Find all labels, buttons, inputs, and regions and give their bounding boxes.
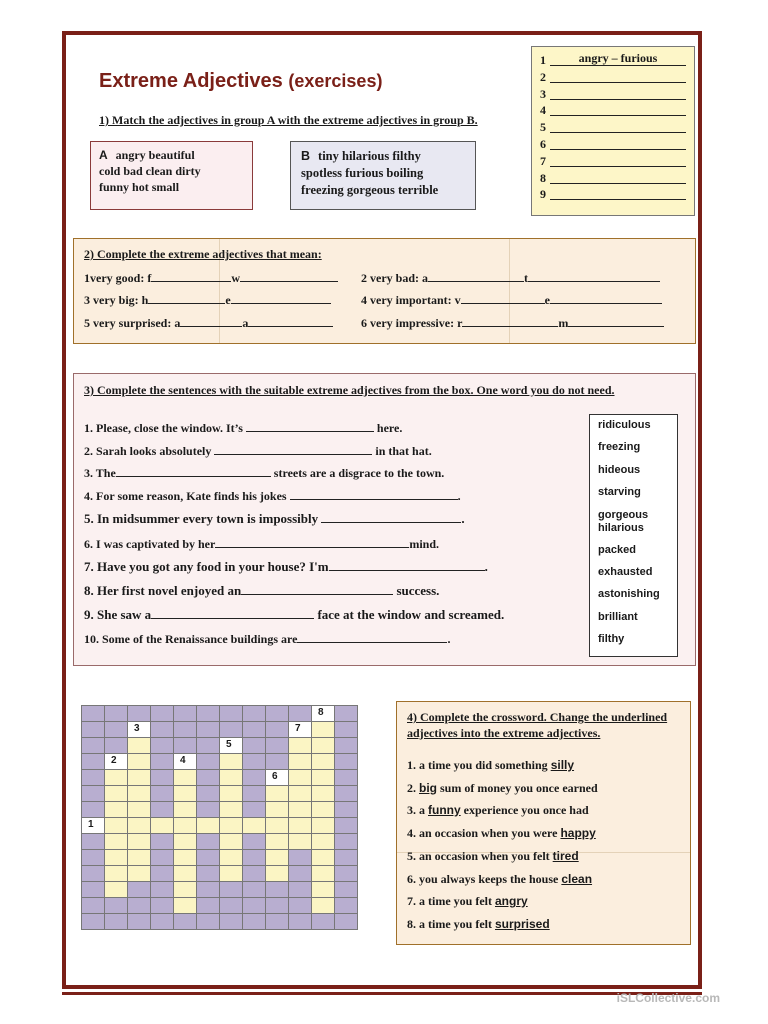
sentence — [84, 443, 432, 459]
group-a-line: funny hot small — [99, 180, 180, 194]
sentence — [84, 583, 439, 599]
word-box — [589, 414, 678, 657]
answer-blank[interactable]: angry – furious — [550, 52, 686, 66]
group-b-box — [290, 141, 476, 210]
word-box-item: hilarious — [598, 521, 644, 534]
crossword-cell[interactable] — [82, 818, 105, 834]
clue-keyword: tired — [552, 849, 579, 863]
group-b-line: freezing gorgeous terrible — [301, 183, 439, 197]
grid-number: 8 — [318, 707, 324, 718]
exercise4-box — [396, 701, 691, 945]
item-second-letter: w — [231, 271, 240, 285]
crossword-clue — [407, 781, 598, 796]
exercise4-instruction: 4) Complete the crossword. Change the underlined adjectives into the extreme adjectives. — [407, 710, 668, 740]
blank-line[interactable] — [290, 488, 458, 500]
bottom-divider — [62, 992, 702, 995]
blank-line[interactable] — [248, 315, 333, 327]
answer-row — [540, 86, 686, 103]
word-box-item: hideous — [598, 463, 641, 476]
crossword-cell[interactable] — [266, 770, 289, 786]
crossword-clue — [407, 803, 589, 818]
word-box-item: filthy — [598, 633, 625, 646]
title-main: Extreme Adjectives — [99, 70, 283, 92]
crossword-grid — [81, 705, 358, 930]
clue-text: 6. you always keeps the house — [407, 872, 559, 886]
blank-line[interactable] — [180, 315, 242, 327]
answer-blank[interactable] — [550, 136, 686, 150]
crossword-clue — [407, 849, 579, 864]
sentence-before: 2. Sarah looks absolutely — [84, 444, 212, 458]
group-a-line: cold bad clean dirty — [99, 164, 201, 178]
blank-line[interactable] — [550, 292, 662, 304]
sentence-before: 10. Some of the Renaissance buildings are — [84, 632, 298, 646]
answer-row — [540, 102, 686, 119]
group-b-line: tiny hilarious filthy — [318, 149, 421, 163]
exercise2-item — [84, 315, 333, 331]
crossword-cell[interactable] — [105, 754, 128, 770]
crossword-clue — [407, 894, 528, 909]
exercise2-item — [361, 270, 660, 286]
sentence-after: mind. — [409, 537, 440, 551]
blank-line[interactable] — [428, 270, 524, 282]
group-a-letter: A — [99, 148, 108, 162]
answer-blank[interactable] — [550, 119, 686, 133]
clue-text: 4. an occasion when you were — [407, 826, 558, 840]
sentence — [84, 420, 402, 436]
grid-number: 6 — [272, 771, 278, 782]
answer-row — [540, 52, 686, 69]
word-box-item: ridiculous — [598, 419, 651, 431]
item-second-letter: t — [524, 271, 528, 285]
answer-row — [540, 186, 686, 203]
word-box-item: starving — [598, 486, 641, 499]
item-second-letter: e — [225, 293, 231, 307]
sentence-after: in that hat. — [375, 444, 432, 458]
blank-line[interactable] — [321, 511, 461, 523]
blank-line[interactable] — [116, 465, 271, 477]
clue-keyword: angry — [494, 894, 528, 908]
item-prompt: 2 very bad: a — [361, 271, 428, 285]
clue-keyword: silly — [550, 758, 575, 772]
item-second-letter: e — [544, 293, 550, 307]
blank-line[interactable] — [462, 315, 558, 327]
answer-blank[interactable] — [550, 69, 686, 83]
sentence — [84, 511, 465, 527]
word-box-item: astonishing — [598, 588, 660, 601]
sentence-before: 3. The — [84, 466, 116, 480]
sentence-after: . — [457, 489, 461, 503]
crossword-clue — [407, 872, 592, 887]
grid-number: 7 — [295, 723, 301, 734]
word-box-item: packed — [598, 543, 636, 556]
grid-number: 1 — [88, 819, 94, 830]
blank-line[interactable] — [215, 536, 409, 548]
answer-number: 2 — [540, 69, 546, 84]
crossword-cell[interactable] — [289, 722, 312, 738]
item-second-letter: a — [242, 316, 249, 330]
sentence — [84, 559, 488, 575]
sentence-after: . — [461, 511, 465, 526]
sentence-after: face at the window and screamed. — [317, 607, 505, 622]
crossword-clue — [407, 826, 596, 841]
sentence — [84, 631, 450, 647]
group-b-line: spotless furious boiling — [301, 166, 424, 180]
blank-line[interactable] — [461, 292, 545, 304]
blank-line[interactable] — [148, 292, 225, 304]
matching-answer-box — [531, 46, 695, 216]
watermark: iSLCollective.com — [616, 991, 720, 1005]
answer-blank[interactable] — [550, 102, 686, 116]
crossword-cell[interactable] — [128, 722, 151, 738]
answer-row — [540, 69, 686, 86]
answer-number: 1 — [540, 53, 546, 67]
sentence-before: 7. Have you got any food in your house? I'm — [84, 559, 329, 574]
exercise2-box — [73, 238, 696, 344]
grid-number: 4 — [180, 755, 186, 766]
sentence — [84, 607, 504, 623]
item-prompt: 4 very important: v — [361, 293, 461, 307]
sentence-after: streets are a disgrace to the town. — [273, 466, 445, 480]
title-sub: (exercises) — [288, 71, 383, 91]
sentence-after: . — [484, 559, 488, 574]
crossword-clue — [407, 917, 550, 932]
crossword-cell[interactable] — [312, 706, 335, 722]
page-title — [99, 70, 382, 93]
sentence-before: 6. I was captivated by her — [84, 537, 216, 551]
group-a-box — [90, 141, 253, 210]
exercise3-instruction: 3) Complete the sentences with the suitable extreme adjectives from the box. One word you do not need. — [84, 383, 615, 397]
clue-text: sum of money you once earned — [440, 781, 598, 795]
sentence — [84, 465, 444, 481]
grid-number: 5 — [226, 739, 232, 750]
exercise2-instruction: 2) Complete the extreme adjectives that mean: — [84, 247, 322, 261]
clue-keyword: funny — [428, 803, 461, 817]
blank-line[interactable] — [214, 443, 372, 455]
answer-number: 7 — [540, 153, 546, 168]
exercise1-instruction: 1) Match the adjectives in group A with the extreme adjectives in group B. — [99, 113, 478, 127]
answer-number: 8 — [540, 170, 546, 185]
answer-row — [540, 170, 686, 187]
word-box-item: exhausted — [598, 565, 653, 578]
word-box-item: gorgeous — [598, 508, 649, 521]
sentence-after: here. — [376, 421, 403, 435]
answer-row — [540, 119, 686, 136]
blank-line[interactable] — [231, 292, 331, 304]
exercise2-item — [84, 292, 331, 308]
grid-number: 3 — [134, 723, 140, 734]
answer-number: 9 — [540, 187, 546, 202]
clue-text: 1. a time you did something — [407, 758, 548, 772]
word-box-item: freezing — [598, 441, 641, 454]
crossword-cell[interactable] — [220, 738, 243, 754]
blank-line[interactable] — [329, 559, 485, 571]
item-prompt: 1very good: f — [84, 271, 152, 285]
clue-text: 7. a time you felt — [407, 894, 492, 908]
answer-number: 4 — [540, 103, 546, 118]
blank-line[interactable] — [241, 583, 393, 595]
answer-row — [540, 153, 686, 170]
group-b-letter: B — [301, 149, 311, 163]
clue-text: 5. an occasion when you felt — [407, 849, 550, 863]
blank-line[interactable] — [240, 270, 338, 282]
sentence-before: 1. Please, close the window. It’s — [84, 421, 243, 435]
sentence-after: success. — [396, 583, 440, 598]
sentence — [84, 488, 461, 504]
sentence-before: 9. She saw a — [84, 607, 152, 622]
word-box-item: brilliant — [598, 610, 638, 623]
exercise2-item — [84, 270, 338, 286]
sentence — [84, 536, 439, 552]
clue-keyword: clean — [561, 872, 593, 886]
answer-blank[interactable] — [550, 86, 686, 100]
item-second-letter: m — [558, 316, 569, 330]
crossword-clue — [407, 758, 574, 773]
clue-keyword: happy — [560, 826, 596, 840]
clue-text: 2. — [407, 781, 416, 795]
answer-row — [540, 136, 686, 153]
grid-number: 2 — [111, 755, 117, 766]
answer-number: 3 — [540, 86, 546, 101]
blank-line[interactable] — [246, 420, 374, 432]
exercise2-item — [361, 292, 662, 308]
answer-blank[interactable] — [550, 153, 686, 167]
crossword-cell[interactable] — [174, 754, 197, 770]
clue-text: experience you once had — [463, 803, 589, 817]
clue-keyword: big — [419, 781, 437, 795]
answer-blank[interactable] — [550, 170, 686, 184]
sentence-before: 4. For some reason, Kate finds his jokes — [84, 489, 287, 503]
group-a-line: angry beautiful — [115, 148, 195, 162]
item-prompt: 5 very surprised: a — [84, 316, 181, 330]
blank-line[interactable] — [528, 270, 660, 282]
sentence-before: 8. Her first novel enjoyed an — [84, 583, 242, 598]
answer-number: 6 — [540, 136, 546, 151]
clue-keyword: surprised — [494, 917, 550, 931]
exercise2-item — [361, 315, 664, 331]
clue-text: 3. a — [407, 803, 425, 817]
blank-line[interactable] — [151, 607, 314, 619]
blank-line[interactable] — [151, 270, 231, 282]
exercise3-box — [73, 373, 696, 666]
answer-number: 5 — [540, 120, 546, 135]
clue-text: 8. a time you felt — [407, 917, 492, 931]
answer-blank[interactable] — [550, 186, 686, 200]
blank-line[interactable] — [297, 631, 447, 643]
sentence-after: . — [447, 632, 451, 646]
item-prompt: 6 very impressive: r — [361, 316, 463, 330]
blank-line[interactable] — [568, 315, 664, 327]
item-prompt: 3 very big: h — [84, 293, 149, 307]
sentence-before: 5. In midsummer every town is impossibly — [84, 511, 319, 526]
